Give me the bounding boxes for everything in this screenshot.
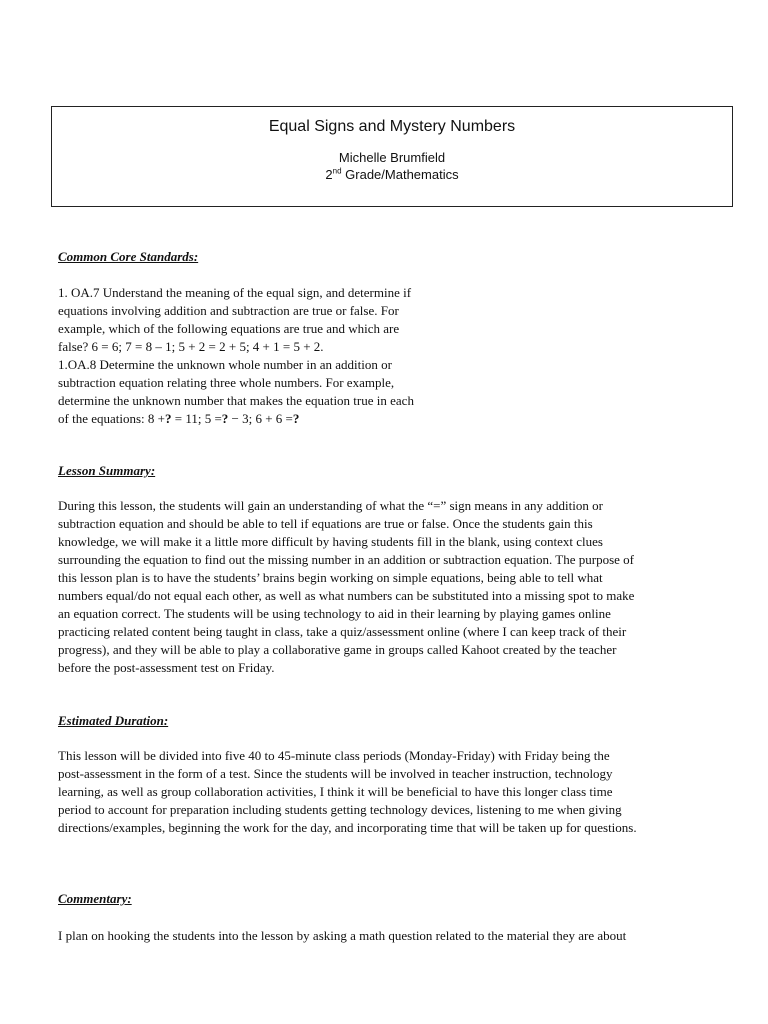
grade-ordinal-suffix: nd bbox=[332, 166, 342, 176]
commentary-heading: Commentary: bbox=[58, 891, 132, 906]
summary-line: knowledge, we will make it a little more difficult by having students fill in the blank, using context clues bbox=[58, 534, 603, 549]
document-title: Equal Signs and Mystery Numbers bbox=[268, 118, 516, 135]
summary-line: this lesson plan is to have the students’ brains begin working on simple equations, being able to tell what bbox=[58, 570, 603, 585]
summary-line: an equation correct. The students will be using technology to aid in their learning by playing games online bbox=[58, 606, 611, 621]
summary-line: progress), and they will be able to play a collaborative game in groups called Kahoot created by the teacher bbox=[58, 642, 617, 657]
standards-line: equations involving addition and subtraction are true or false. For bbox=[58, 303, 399, 318]
standards-line: false? 6 = 6; 7 = 8 – 1; 5 + 2 = 2 + 5; 4 + 1 = 5 + 2. bbox=[58, 339, 324, 354]
duration-line: learning, as well as group collaboration activities, I think it will be beneficial to have this longer class time bbox=[58, 784, 613, 799]
commentary-line: I plan on hooking the students into the lesson by asking a math question related to the material they are about bbox=[58, 928, 627, 943]
commentary-body bbox=[58, 927, 626, 945]
standards-line: 1.OA.8 Determine the unknown whole number in an addition or bbox=[58, 357, 392, 372]
duration-heading: Estimated Duration: bbox=[58, 713, 169, 728]
title-box bbox=[51, 106, 733, 207]
grade-subject-text: Grade/Mathematics bbox=[341, 167, 459, 182]
duration-line: directions/examples, beginning the work for the day, and incorporating time that will be taken up for questions. bbox=[58, 820, 637, 835]
summary-line: subtraction equation and should be able to tell if equations are true or false. Once the students gain this bbox=[58, 516, 593, 531]
standards-line: example, which of the following equations are true and which are bbox=[58, 321, 400, 336]
duration-line: This lesson will be divided into five 40 to 45-minute class periods (Monday-Friday) with Friday being the bbox=[58, 748, 610, 763]
summary-line: practicing related content being taught in class, take a quiz/assessment online (where I can keep track of their bbox=[58, 624, 627, 639]
standards-line: 1. OA.7 Understand the meaning of the equal sign, and determine if bbox=[58, 285, 412, 300]
standards-line: determine the unknown number that makes the equation true in each bbox=[58, 393, 414, 408]
standards-body bbox=[58, 284, 414, 428]
summary-line: numbers equal/do not equal each other, as well as what numbers can be substituted into a missing spot to make bbox=[58, 588, 635, 603]
grade-subject bbox=[52, 166, 732, 183]
standards-line: subtraction equation relating three whole numbers. For example, bbox=[58, 375, 395, 390]
author-name: Michelle Brumfield bbox=[338, 150, 446, 165]
equation-text: of the equations: 8 + bbox=[58, 411, 165, 426]
duration-line: post-assessment in the form of a test. Since the students will be involved in teacher instruction, technology bbox=[58, 766, 613, 781]
standards-heading: Common Core Standards: bbox=[58, 249, 199, 264]
summary-body bbox=[58, 497, 634, 677]
equation-text: = 11; 5 = bbox=[171, 411, 222, 426]
summary-line: before the post-assessment test on Friday. bbox=[58, 660, 275, 675]
grade-number: 2 bbox=[325, 167, 333, 182]
standards-line-equations bbox=[58, 410, 414, 428]
summary-heading: Lesson Summary: bbox=[58, 463, 156, 478]
equation-text: − 3; 6 + 6 = bbox=[228, 411, 293, 426]
unknown-symbol: ? bbox=[221, 411, 229, 426]
summary-line: During this lesson, the students will gain an understanding of what the “=” sign means in any addition or bbox=[58, 498, 603, 513]
unknown-symbol: ? bbox=[164, 411, 172, 426]
duration-line: period to account for preparation including students getting technology devices, listening to me when giving bbox=[58, 802, 622, 817]
unknown-symbol: ? bbox=[292, 411, 300, 426]
duration-body bbox=[58, 747, 637, 837]
summary-line: surrounding the equation to find out the missing number in an addition or subtraction equation. The purpose of bbox=[58, 552, 634, 567]
